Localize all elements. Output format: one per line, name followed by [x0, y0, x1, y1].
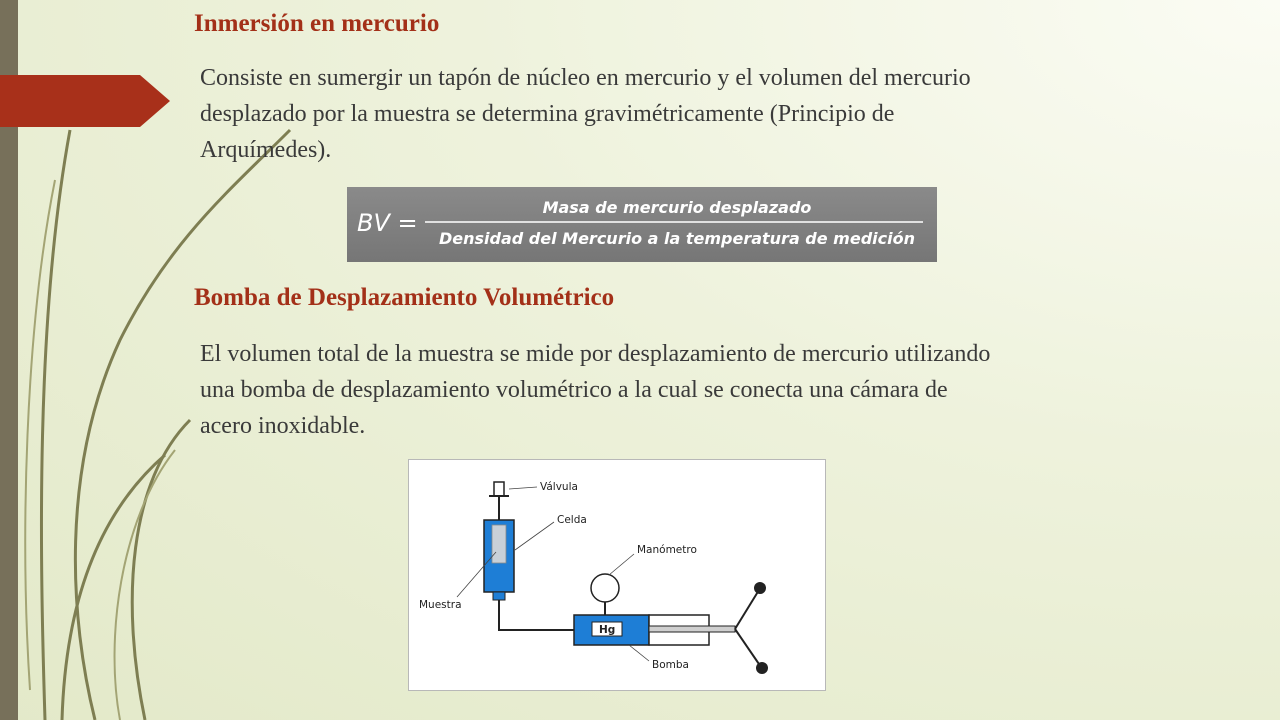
label-hg: Hg [599, 624, 616, 636]
formula-lhs: BV = [357, 209, 418, 237]
label-pump: Bomba [652, 659, 689, 671]
piston-rod [649, 626, 735, 632]
label-valve: Válvula [540, 481, 578, 493]
bulk-volume-formula [347, 187, 937, 262]
leader-pump [629, 645, 649, 661]
label-sample: Muestra [419, 599, 462, 611]
formula-numerator: Masa de mercurio desplazado [542, 198, 812, 217]
handle-knob-upper [754, 582, 766, 594]
leader-gauge [609, 554, 634, 575]
handle-knob-lower [756, 662, 768, 674]
section-title-mercury-immersion: Inmersión en mercurio [194, 10, 440, 37]
handle-arm-lower [735, 629, 761, 667]
cell-neck [493, 592, 505, 600]
connecting-pipe [499, 600, 574, 630]
sample-core [492, 525, 506, 563]
label-gauge: Manómetro [637, 544, 697, 556]
label-cell: Celda [557, 514, 587, 526]
formula-denominator: Densidad del Mercurio a la temperatura de medición [438, 229, 916, 248]
handle-arm-upper [735, 590, 759, 629]
mercury-immersion-text: Consiste en sumergir un tapón de núcleo en mercurio y el volumen del mercurio desplazado por la muestra se determina gravimétricamente (Principio de Arquímedes). [200, 65, 971, 163]
leader-cell [515, 522, 554, 550]
leader-valve [509, 487, 537, 489]
pump-diagram [408, 459, 826, 691]
pressure-gauge [591, 574, 619, 602]
valve-stem [494, 482, 504, 496]
section-title-volumetric-pump: Bomba de Desplazamiento Volumétrico [194, 284, 615, 311]
volumetric-pump-text: El volumen total de la muestra se mide por desplazamiento de mercurio utilizando una bomba de desplazamiento volumétrico a la cual se conecta una cámara de acero inoxidable. [200, 341, 991, 439]
accent-arrow [0, 75, 170, 127]
